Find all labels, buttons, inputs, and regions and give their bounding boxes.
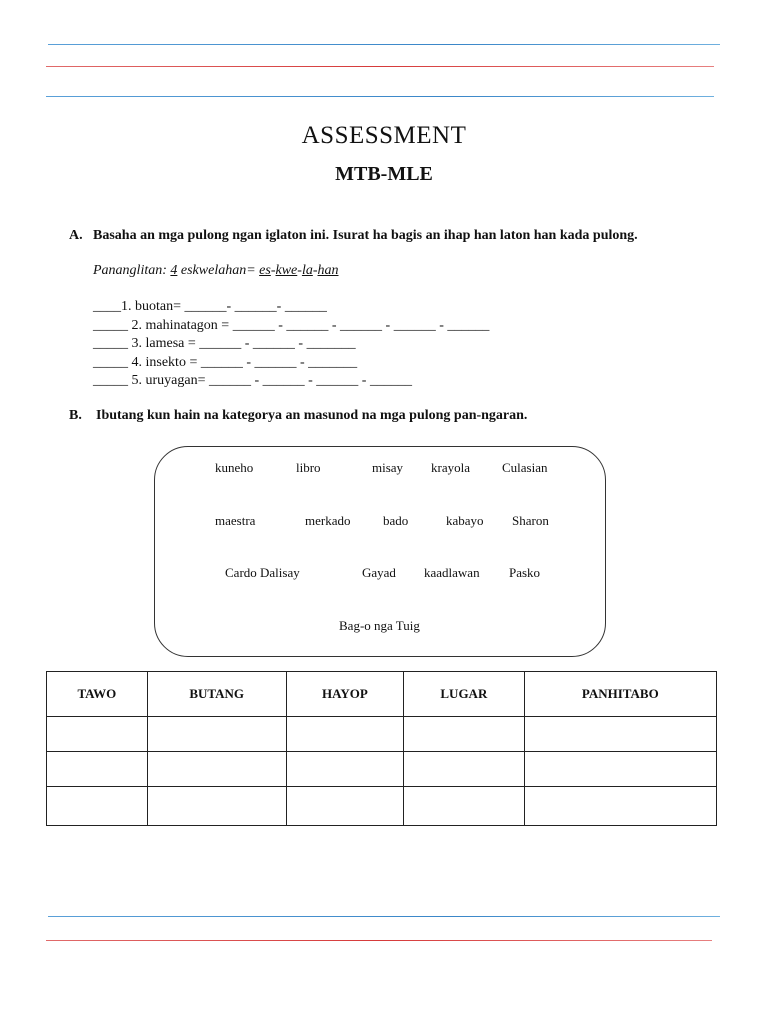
example-word: eskwelahan= bbox=[180, 263, 256, 278]
section-a-letter: A. bbox=[69, 228, 83, 243]
column-header: BUTANG bbox=[147, 672, 286, 717]
column-header: TAWO bbox=[47, 672, 148, 717]
section-b-letter: B. bbox=[69, 408, 82, 423]
answer-cell[interactable] bbox=[147, 717, 286, 752]
footer-rule-red bbox=[46, 940, 712, 941]
exercise-item: _____ 4. insekto = ______ - ______ - _______ bbox=[93, 354, 358, 370]
page-subtitle: MTB-MLE bbox=[335, 163, 433, 185]
answer-cell[interactable] bbox=[47, 752, 148, 787]
word-bank-word: kaadlawan bbox=[424, 565, 480, 580]
word-bank-word: Cardo Dalisay bbox=[225, 565, 300, 580]
section-b-instruction: Ibutang kun hain na kategorya an masunod na mga pulong pan-ngaran. bbox=[96, 408, 528, 423]
answer-cell[interactable] bbox=[47, 787, 148, 826]
word-bank-word: kabayo bbox=[446, 513, 484, 528]
category-table bbox=[46, 671, 717, 826]
word-bank-word: kuneho bbox=[215, 460, 254, 475]
answer-cell[interactable] bbox=[147, 752, 286, 787]
exercise-item: ____1. buotan= ______- ______- ______ bbox=[93, 299, 327, 314]
word-bank-box bbox=[154, 446, 606, 657]
section-b-heading bbox=[69, 408, 527, 424]
exercise-item: _____ 5. uruyagan= ______ - ______ - ______ - ______ bbox=[93, 373, 412, 388]
header-rule-blue bbox=[48, 44, 720, 45]
section-a-instruction: Basaha an mga pulong ngan iglaton ini. Isurat ha bagis an ihap han laton han kada pulong. bbox=[93, 228, 638, 243]
section-a-heading bbox=[69, 228, 638, 244]
header-rule-blue-2 bbox=[46, 96, 714, 97]
exercise-item: _____ 2. mahinatagon = ______ - ______ - ______ - ______ - ______ bbox=[93, 317, 490, 333]
word-bank-word: Bag-o nga Tuig bbox=[339, 618, 420, 633]
answer-cell[interactable] bbox=[286, 787, 404, 826]
answer-cell[interactable] bbox=[404, 787, 524, 826]
word-bank-word: Pasko bbox=[509, 565, 541, 580]
answer-cell[interactable] bbox=[524, 717, 716, 752]
column-header: HAYOP bbox=[286, 672, 404, 717]
word-bank-word: bado bbox=[383, 513, 409, 528]
answer-cell[interactable] bbox=[47, 717, 148, 752]
example-syllable: kwe bbox=[275, 263, 298, 278]
answer-cell[interactable] bbox=[524, 787, 716, 826]
word-bank-word: misay bbox=[372, 460, 404, 475]
exercise-list bbox=[93, 298, 489, 391]
answer-cell[interactable] bbox=[524, 752, 716, 787]
example-syllable: la bbox=[301, 263, 313, 278]
word-bank-word: Sharon bbox=[512, 513, 549, 528]
header-rule-red bbox=[46, 66, 714, 67]
table-header-row bbox=[47, 672, 717, 717]
answer-cell[interactable] bbox=[404, 752, 524, 787]
example-syllable: es bbox=[259, 263, 271, 278]
page-title: ASSESSMENT bbox=[301, 122, 467, 149]
word-bank-word: Culasian bbox=[502, 460, 548, 475]
column-header: LUGAR bbox=[404, 672, 524, 717]
example-line: Pananglitan: 4 eskwelahan= es-kwe-la-han bbox=[93, 263, 339, 278]
word-bank-word: merkado bbox=[305, 513, 351, 528]
answer-cell[interactable] bbox=[286, 717, 404, 752]
table-row bbox=[47, 752, 717, 787]
footer-rule-blue bbox=[48, 916, 720, 917]
answer-cell[interactable] bbox=[404, 717, 524, 752]
table-row bbox=[47, 717, 717, 752]
word-bank-word: libro bbox=[296, 460, 321, 475]
example-number: 4 bbox=[170, 263, 178, 278]
exercise-item: _____ 3. lamesa = ______ - ______ - _______ bbox=[93, 336, 356, 351]
example-syllable: han bbox=[317, 263, 339, 278]
example-label: Pananglitan: bbox=[93, 263, 167, 278]
word-bank-word: Gayad bbox=[362, 565, 396, 580]
word-bank-word: krayola bbox=[431, 460, 470, 475]
column-header: PANHITABO bbox=[524, 672, 716, 717]
table-row bbox=[47, 787, 717, 826]
word-bank-word: maestra bbox=[215, 513, 256, 528]
answer-cell[interactable] bbox=[147, 787, 286, 826]
answer-cell[interactable] bbox=[286, 752, 404, 787]
